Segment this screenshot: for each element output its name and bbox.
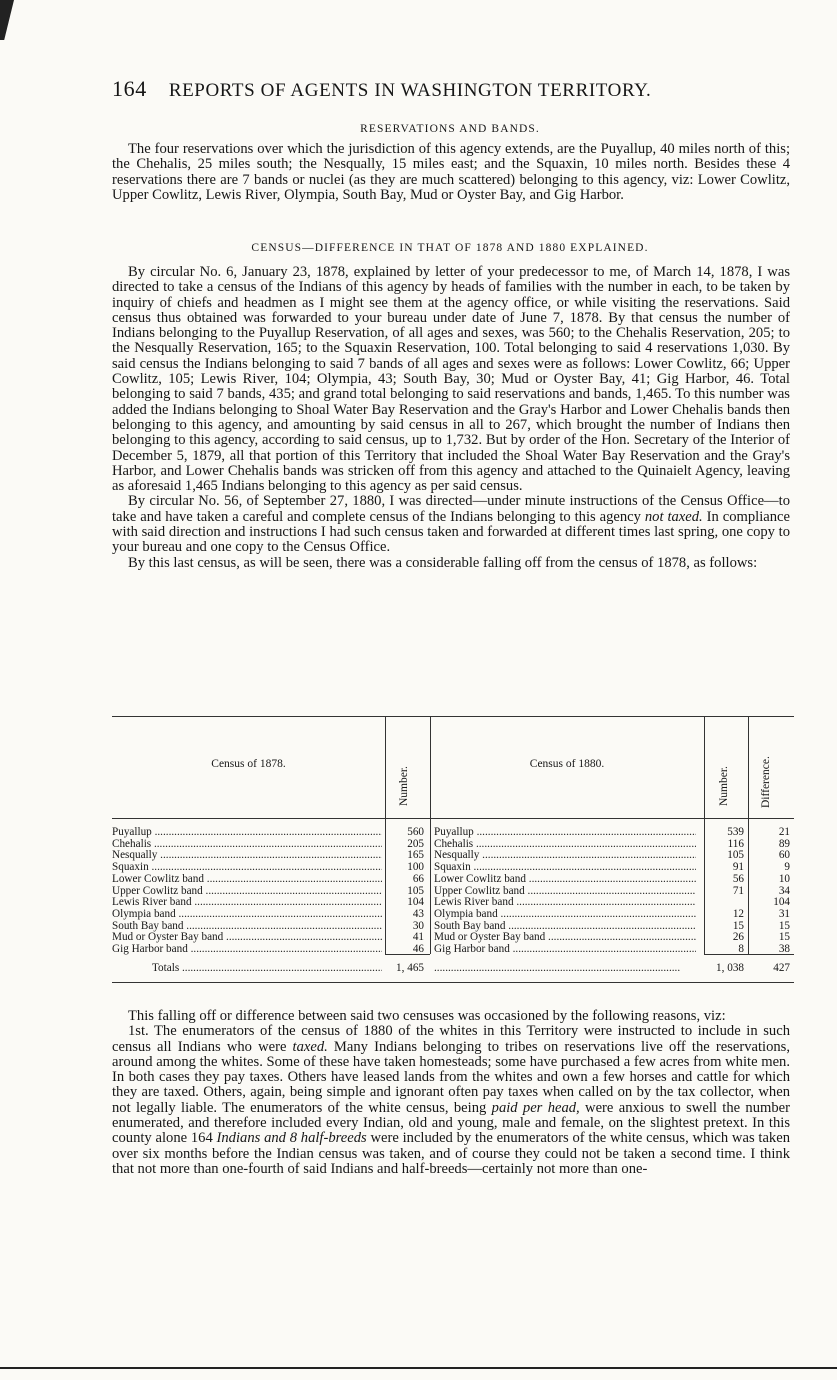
row-number-1880: 105 <box>727 849 744 862</box>
census-table <box>112 716 794 986</box>
explanation-p2-em3: Indians and 8 half-breeds <box>216 1130 367 1147</box>
row-number-1878: 560 <box>407 826 424 838</box>
bottom-rule <box>0 1367 837 1369</box>
row-number-1880: 26 <box>732 931 744 944</box>
row-name-1878: Squaxin ..... <box>112 861 382 873</box>
census-heading: CENSUS—DIFFERENCE IN THAT OF 1878 AND 1880 EXPLAINED. <box>251 242 649 254</box>
census-paragraph-2 <box>112 494 790 555</box>
census-p2-b: In compliance with said direction and instructions I had such census taken and forwarded at different times last spring, one copy to your bureau and one copy to the Census Office. <box>112 508 790 556</box>
row-name-1880: Nesqually ..... <box>434 849 696 861</box>
row-difference: 31 <box>778 907 790 920</box>
table-row <box>112 849 794 861</box>
census-paragraph-1: By circular No. 6, January 23, 1878, explained by letter of your predecessor to me, of March 14, 1878, I was directed to take a census of the Indians of this agency by heads of families with the number in each, to be taken by inquiry of chiefs and headmen as I might see them at the agency office, or while visiting the reservations. Said census thus obtained was forwarded to your bureau under date of June 7, 1878. By that census the number of Indians belonging to the Puyallup Reservation, of all ages and sexes, was 560; to the Chehalis Reservation, 205; to the Nesqually Reservation, 165; to the Squaxin Reservation, 100. Total belonging to said 4 reservations 1,030. By said census the Indians belonging to said 7 bands of all ages and sexes were as follows: Lower Cowlitz, 66; Upper Cowlitz, 105; Lewis River, 104; Olympia, 43; South Bay, 30; Mud or Oyster Bay, 41; Gig Harbor, 46. Total belonging to said 7 bands, 435; and grand total belonging to said reservations and bands, 1,465. To this number was added the Indians belonging to Shoal Water Bay Reservation and the Gray's Harbor and Lower Chehalis bands then belonging to this agency, and amounting by said census in all to 267, which brought the number of Indians then belonging to this agency, according to said census, up to 1,732. But by order of the Hon. Secretary of the Interior of December 5, 1879, all that portion of this Territory that included the Shoal Water Bay Reservation and the Gray's Harbor, and Lower Chehalis bands was stricken off from this agency and attached to the Quinaielt Agency, leaving as aforesaid 1,465 Indians belonging to this agency as per said census. <box>112 264 790 495</box>
reservations-paragraph <box>112 142 790 203</box>
page-number: 164 <box>112 76 147 101</box>
census-p2-a: By circular No. 56, of September 27, 1880, I was directed—under minute instructions of the Census Office—to take and have taken a careful and complete census of the Indians belonging to this agency <box>112 493 790 525</box>
row-difference: 9 <box>784 861 790 874</box>
explanation-p2-c: were anxious to swell the number enumerated, and therefore included every Indian, old and young, male and female, on the slightest pretext. In this county alone 164 <box>112 1099 790 1147</box>
row-name-1880: Upper Cowlitz band ..... <box>434 885 696 897</box>
row-name-1878: Lower Cowlitz band ..... <box>112 873 382 885</box>
table-top-rule <box>112 716 794 717</box>
row-difference: 104 <box>773 896 790 909</box>
reservations-heading: RESERVATIONS AND BANDS. <box>360 123 540 135</box>
row-difference: 15 <box>778 931 790 944</box>
table-row <box>112 861 794 873</box>
row-difference: 89 <box>778 837 790 850</box>
row-name-1880: Gig Harbor band ..... <box>434 943 696 955</box>
row-number-1880: 71 <box>732 884 744 897</box>
table-row <box>112 826 794 838</box>
row-number-1878: 165 <box>407 849 424 862</box>
row-name-1880: Puyallup ..... <box>434 826 696 838</box>
row-number-1878: 46 <box>412 943 424 955</box>
row-name-1880: Lower Cowlitz band ..... <box>434 873 696 885</box>
explanation-paragraph-1: This falling off or difference between said two censuses was occasioned by the following reasons, viz: <box>128 1008 726 1024</box>
running-title: REPORTS OF AGENTS IN WASHINGTON TERRITORY. <box>168 80 652 101</box>
page-header <box>112 76 712 102</box>
census-paragraph-3: By this last census, as will be seen, there was a considerable falling off from the census of 1878, as follows: <box>128 554 758 571</box>
explanation-p2-em2: paid per head, <box>491 1099 580 1116</box>
row-number-1878: 100 <box>407 861 424 874</box>
header-difference: Difference. <box>760 756 772 808</box>
totals-label: Totals ..... <box>152 962 382 974</box>
table-bottom-rule <box>112 982 794 983</box>
row-difference: 34 <box>778 884 790 897</box>
row-number-1880: 539 <box>727 826 744 838</box>
row-number-1880: 15 <box>732 919 744 932</box>
row-number-1880: 116 <box>727 837 744 850</box>
table-row <box>112 873 794 885</box>
row-difference: 21 <box>778 826 790 838</box>
row-difference: 15 <box>778 919 790 932</box>
row-number-1878: 66 <box>412 872 424 885</box>
header-census-1880: Census of 1880. <box>529 758 605 770</box>
table-head-rule <box>112 818 794 819</box>
row-number-1878: 41 <box>412 931 424 944</box>
row-number-1880: 91 <box>732 861 744 874</box>
row-name-1878: Olympia band ..... <box>112 908 382 920</box>
census-p2-em: not taxed. <box>644 508 703 525</box>
explanation-p2-em1: taxed. <box>292 1038 328 1055</box>
census-body <box>112 265 790 571</box>
row-name-1878: Puyallup ..... <box>112 826 382 838</box>
row-number-1880: 12 <box>732 907 744 920</box>
table-row <box>112 896 794 908</box>
row-number-1878: 205 <box>407 837 424 850</box>
row-difference: 60 <box>778 849 790 862</box>
total-1878: 1, 465 <box>396 962 424 974</box>
row-name-1878: Nesqually ..... <box>112 849 382 861</box>
row-number-1878: 30 <box>412 919 424 932</box>
row-name-1878: Gig Harbor band ..... <box>112 943 382 955</box>
row-name-1878: Lewis River band ..... <box>112 896 382 908</box>
row-number-1880: 8 <box>738 943 744 955</box>
row-name-1880: Squaxin ..... <box>434 861 696 873</box>
explanation-body <box>112 1009 790 1177</box>
page-edge-mark <box>0 0 14 40</box>
row-name-1880: Chehalis ..... <box>434 838 696 850</box>
row-name-1880: Lewis River band ..... <box>434 896 696 908</box>
explanation-p2-d: were included by the enumerators of the white census, which was taken over six months before the Indian census was taken, and of course they could not be taken a second time. I think that not more than one-fourth of said Indians and half-breeds—certainly not more than one- <box>112 1130 790 1177</box>
table-row <box>112 885 794 897</box>
row-number-1878: 105 <box>407 884 424 897</box>
header-number-1880: Number. <box>718 766 730 806</box>
row-name-1878: Chehalis ..... <box>112 838 382 850</box>
row-number-1878: 104 <box>407 896 424 909</box>
totals-leader <box>434 962 704 974</box>
totals-row <box>112 962 794 974</box>
explanation-p2-b: Many Indians belonging to tribes on reservations live off the reservations, around among the whites. Some of these have taken homesteads; some have purchased a few acres from white men. In both cases they pay taxes. Others have leased lands from the whites and own a few horses and cattle for which they are taxed. Others, again, being simple and ignorant often pay taxes when called on by the tax collector, when not legally liable. The enumerators of the white census, being <box>112 1038 791 1116</box>
row-name-1880: South Bay band ..... <box>434 920 696 932</box>
total-1880: 1, 038 <box>716 962 744 974</box>
explanation-p2-a: 1st. The enumerators of the census of 1880 of the whites in this Territory were instructed to include in such census all Indians who were <box>112 1023 790 1055</box>
header-number-1878: Number. <box>398 766 410 806</box>
row-number-1880: 56 <box>732 872 744 885</box>
header-census-1878: Census of 1878. <box>211 758 286 770</box>
row-name-1878: Upper Cowlitz band ..... <box>112 885 382 897</box>
total-rule <box>385 954 430 955</box>
table-row <box>112 920 794 932</box>
row-difference: 10 <box>778 872 790 885</box>
row-difference: 38 <box>778 943 790 955</box>
table-row <box>112 838 794 850</box>
explanation-paragraph-2 <box>112 1024 790 1177</box>
row-name-1878: Mud or Oyster Bay band ..... <box>112 931 382 943</box>
row-name-1880: Olympia band ..... <box>434 908 696 920</box>
total-rule <box>704 954 794 955</box>
row-name-1878: South Bay band ..... <box>112 920 382 932</box>
total-difference: 427 <box>773 962 790 974</box>
reservations-text: The four reservations over which the jurisdiction of this agency extends, are the Puyallup, 40 miles north of this; the Chehalis, 25 miles south; the Nesqually, 15 miles east; and the Squaxin, 10 miles north. Besides these 4 reservations there are 7 bands or nuclei (as they are much scattered) belonging to this agency, viz: Lower Cowlitz, Upper Cowlitz, Lewis River, Olympia, South Bay, Mud or Oyster Bay, and Gig Harbor. <box>112 141 790 203</box>
table-row <box>112 931 794 943</box>
table-row <box>112 908 794 920</box>
table-row <box>112 943 794 955</box>
row-name-1880: Mud or Oyster Bay band ..... <box>434 931 696 943</box>
row-number-1878: 43 <box>412 907 424 920</box>
